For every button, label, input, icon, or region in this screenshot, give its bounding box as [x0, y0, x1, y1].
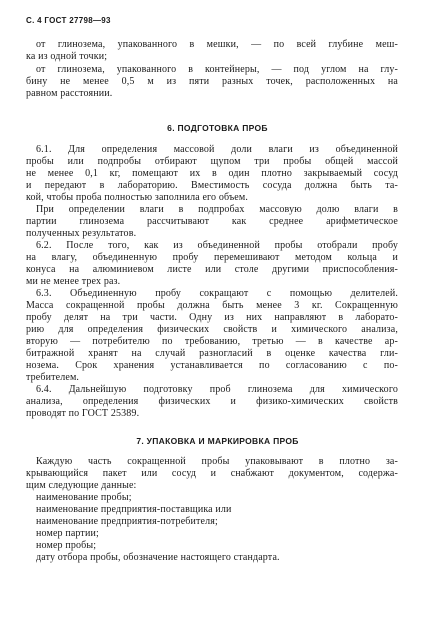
text-line: битражной хранят на случай разногласий в оценке качества гли- — [26, 348, 398, 359]
text-line: номер пробы; — [36, 540, 97, 551]
text-line: партии глинозема рассчитывают как среднее арифметическое — [26, 216, 398, 227]
text-line: 6.1. Для определения массовой доли влаги из объединенной — [36, 144, 398, 155]
text-line: и передают в лабораторию. Вместимость сосуда должна быть та- — [26, 180, 398, 191]
section-heading: 7. УПАКОВКА И МАРКИРОВКА ПРОБ — [136, 436, 299, 446]
text-line: 6.4. Дальнейшую подготовку проб глинозема для химического — [36, 384, 398, 395]
page-header: С. 4 ГОСТ 27798—93 — [26, 16, 111, 25]
text-line: конуса на алюминиевом листе или столе другими приспособления- — [26, 264, 398, 275]
text-line: пробу делят на три части. Одну из них направляют в лаборато- — [26, 312, 398, 323]
text-line: от глинозема, упакованного в контейнеры, — под углом на глу- — [36, 64, 398, 75]
text-line: проводят по ГОСТ 25389. — [26, 408, 140, 419]
text-line: ка из одной точки; — [26, 51, 108, 62]
text-line: на влагу, объединенную пробу перемешивают методом кольца и — [26, 252, 398, 263]
text-line: Масса сокращенной пробы должна быть менее 3 кг. Сокращенную — [26, 300, 398, 311]
text-line: требителем. — [26, 372, 80, 383]
text-line: ми не менее трех раз. — [26, 276, 121, 287]
text-line: номер партии; — [36, 528, 99, 539]
text-line: равном расстоянии. — [26, 88, 113, 99]
text-line: рию для определения физических свойств и химического анализа, — [26, 324, 398, 335]
text-line: 6.3. Объединенную пробу сокращают с помощью делителей. — [36, 288, 398, 299]
text-line: пробы или подпробы отбирают щупом три пробы общей массой — [26, 156, 398, 167]
text-line: дату отбора пробы, обозначение настоящего стандарта. — [36, 552, 280, 563]
text-line: бину не менее 0,5 м из пяти разных точек, расположенных на — [26, 76, 398, 87]
text-line: наименование предприятия-поставщика или — [36, 504, 232, 515]
text-line: Каждую часть сокращенной пробы упаковывают в плотно за- — [36, 456, 398, 467]
text-line: наименование пробы; — [36, 492, 132, 503]
text-line: анализа, определения физических и физико-химических свойств — [26, 396, 398, 407]
text-line: нозема. Срок хранения устанавливается по согласованию с по- — [26, 360, 398, 371]
text-line: крывающийся пакет или сосуд и снабжают документом, содержа- — [26, 468, 398, 479]
text-line: щим следующие данные: — [26, 480, 137, 491]
text-line: вторую — потребителю по требованию, третью — в качестве ар- — [26, 336, 398, 347]
text-line: от глинозема, упакованного в мешки, — по всей глубине меш- — [36, 39, 398, 50]
text-line: наименование предприятия-потребителя; — [36, 516, 218, 527]
text-line: полученных результатов. — [26, 228, 137, 239]
text-line: не менее 0,1 кг, помещают их в один плотно закрываемый сосуд — [26, 168, 398, 179]
text-line: кой, чтобы проба полностью заполнила его объем. — [26, 192, 249, 203]
section-heading: 6. ПОДГОТОВКА ПРОБ — [167, 123, 268, 133]
text-line: 6.2. После того, как из объединенной пробы отобрали пробу — [36, 240, 398, 251]
text-line: При определении влаги в подпробах массовую долю влаги в — [36, 204, 398, 215]
